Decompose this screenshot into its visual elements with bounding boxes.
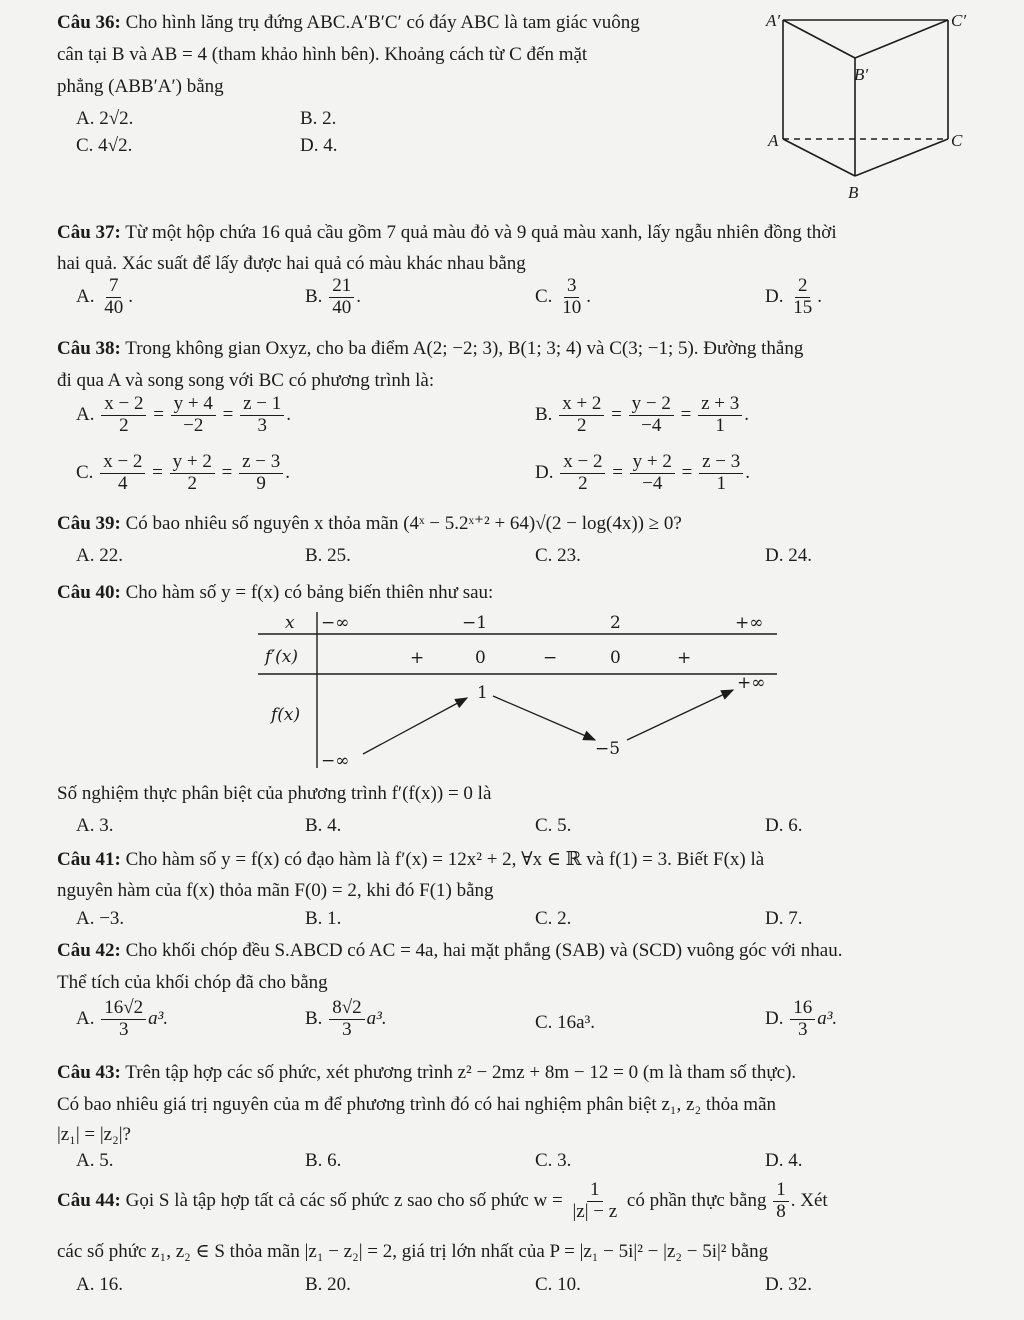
- q44-mid: có phần thực bằng: [626, 1189, 767, 1211]
- opt-prefix: A.: [76, 403, 95, 425]
- numerator: 3: [564, 276, 580, 298]
- q41-option-c[interactable]: C. 2.: [535, 908, 572, 929]
- unit: a³.: [817, 1007, 838, 1029]
- opt-prefix: A.: [76, 1007, 95, 1029]
- q41-line1: [57, 848, 764, 871]
- q43-option-d[interactable]: D. 4.: [765, 1150, 803, 1171]
- denominator: 2: [187, 472, 197, 494]
- f-val-neg-inf: −∞: [321, 751, 350, 771]
- denominator: 1: [715, 414, 725, 436]
- q43-label: Câu 43:: [57, 1062, 121, 1083]
- q38-option-b[interactable]: B. $\frac{x + 2}{2}$ = $\frac{y - 2}{-4}$ = $\frac{z + 3}{1}$ .: [535, 393, 749, 436]
- q40-option-b[interactable]: B. 4.: [305, 815, 342, 836]
- denominator: 3: [257, 414, 267, 436]
- numerator: 8√2: [329, 998, 364, 1020]
- numerator: 21: [329, 276, 354, 298]
- sign-plus-2: +: [677, 648, 692, 668]
- q36-line3: phẳng (ABB′A′) bằng: [57, 76, 224, 97]
- numerator: z − 3: [239, 452, 283, 474]
- denominator: 8: [776, 1200, 786, 1222]
- denominator: 10: [562, 296, 582, 318]
- q44-label: Câu 44:: [57, 1189, 121, 1211]
- q38-line1: [57, 338, 803, 360]
- q40-text1: Cho hàm số y = f(x) có bảng biến thiên như sau:: [125, 582, 494, 603]
- q43-option-a[interactable]: A. 5.: [76, 1150, 114, 1171]
- q44-option-a[interactable]: A. 16.: [76, 1274, 123, 1295]
- opt-prefix: D.: [765, 1007, 784, 1029]
- q44-line1: [57, 1180, 828, 1223]
- q36-option-b[interactable]: B. 2.: [300, 108, 337, 129]
- q37-label: Câu 37:: [57, 222, 121, 243]
- denominator: 3: [797, 1018, 808, 1040]
- q36-option-d[interactable]: D. 4.: [300, 135, 338, 156]
- q43-option-b[interactable]: B. 6.: [305, 1150, 342, 1171]
- q39-option-c[interactable]: C. 23.: [535, 545, 581, 566]
- q44-option-d[interactable]: D. 32.: [765, 1274, 812, 1295]
- denominator: 3: [342, 1018, 352, 1040]
- numerator: z − 1: [240, 394, 284, 416]
- q43-text1: Trên tập hợp các số phức, xét phương trình z² − 2mz + 8m − 12 = 0 (m là tham số thực).: [125, 1062, 797, 1083]
- opt-prefix: C.: [76, 461, 94, 483]
- table-x-header: x: [285, 613, 295, 633]
- arrow-increase-1: [363, 698, 467, 754]
- q43-line2: Có bao nhiêu giá trị nguyên của m để phương trình đó có hai nghiệm phân biệt z₁, z₂ thỏa mãn: [57, 1094, 777, 1115]
- q40-label: Câu 40:: [57, 582, 121, 603]
- numerator: x − 2: [100, 452, 145, 474]
- q43-line1: [57, 1062, 796, 1084]
- numerator: x − 2: [560, 452, 605, 474]
- variation-table: [255, 608, 785, 773]
- q38-label: Câu 38:: [57, 338, 121, 359]
- q40-option-c[interactable]: C. 5.: [535, 815, 572, 836]
- sign-zero-1: 0: [475, 648, 486, 668]
- q36-option-a[interactable]: A. 2√2.: [76, 108, 134, 129]
- denominator: 40: [332, 296, 352, 318]
- q41-label: Câu 41:: [57, 849, 121, 870]
- q42-text1: Cho khối chóp đều S.ABCD có AC = 4a, hai mặt phẳng (SAB) và (SCD) vuông góc với nhau.: [125, 940, 843, 961]
- arrow-increase-2: [627, 690, 733, 740]
- denominator: 4: [118, 472, 128, 494]
- q39-option-a[interactable]: A. 22.: [76, 545, 123, 566]
- w-fraction: [569, 1180, 620, 1223]
- denominator: 40: [104, 296, 124, 318]
- q41-option-b[interactable]: B. 1.: [305, 908, 342, 929]
- arrow-decrease: [493, 696, 595, 740]
- q36-line2: cân tại B và AB = 4 (tham khảo hình bên). Khoảng cách từ C đến mặt: [57, 44, 588, 65]
- x-val-2: 2: [610, 613, 621, 633]
- denominator: 2: [577, 414, 587, 436]
- q44-pre: Gọi S là tập hợp tất cả các số phức z sao cho số phức w =: [125, 1189, 563, 1211]
- q43-option-c[interactable]: C. 3.: [535, 1150, 572, 1171]
- x-val-neg-inf: −∞: [321, 613, 350, 633]
- f-val-pos-inf: +∞: [737, 673, 766, 693]
- q38-option-a[interactable]: A. $\frac{x - 2}{2}$ = $\frac{y + 4}{-2}$ = $\frac{z - 1}{3}$ .: [76, 393, 292, 436]
- x-val-neg1: −1: [462, 613, 488, 633]
- q37-option-d[interactable]: D. $\frac{2}{15}$ .: [765, 275, 822, 318]
- numerator: y + 2: [170, 452, 215, 474]
- q40-line2: Số nghiệm thực phân biệt của phương trình f′(f(x)) = 0 là: [57, 783, 492, 804]
- table-f-header: f(x): [271, 705, 301, 725]
- q41-line2: nguyên hàm của f(x) thỏa mãn F(0) = 2, khi đó F(1) bằng: [57, 880, 494, 901]
- denominator: 1: [716, 472, 726, 494]
- table-fprime-header: f′(x): [265, 647, 299, 667]
- numerator: y + 4: [171, 394, 216, 416]
- q44-option-b[interactable]: B. 20.: [305, 1274, 351, 1295]
- denominator: 2: [578, 472, 588, 494]
- numerator: y + 2: [630, 452, 675, 474]
- denominator: |z| − z: [572, 1200, 618, 1222]
- q37-line1: [57, 222, 837, 244]
- q36-line1: [57, 12, 640, 34]
- fig-label-a1: A′: [766, 11, 781, 30]
- q37-option-c[interactable]: C. $\frac{3}{10}$ .: [535, 275, 591, 318]
- denominator: 2: [119, 414, 129, 436]
- q41-text1: Cho hàm số y = f(x) có đạo hàm là f′(x) = 12x² + 2, ∀x ∈ ℝ và f(1) = 3. Biết F(x) là: [125, 849, 765, 870]
- fraction: [101, 276, 126, 319]
- q40-option-a[interactable]: A. 3.: [76, 815, 114, 836]
- unit: a³.: [148, 1007, 169, 1029]
- numerator: x + 2: [559, 394, 604, 416]
- sign-plus-1: +: [410, 648, 425, 668]
- numerator: 1: [773, 1180, 789, 1202]
- sign-minus: −: [543, 648, 558, 668]
- numerator: z + 3: [698, 394, 742, 416]
- q37-text1: Từ một hộp chứa 16 quả cầu gồm 7 quả màu đỏ và 9 quả màu xanh, lấy ngẫu nhiên đồng thời: [125, 222, 837, 243]
- denominator: −4: [642, 472, 663, 494]
- numerator: 16: [790, 998, 815, 1020]
- q44-post: . Xét: [790, 1189, 828, 1211]
- fraction: [790, 276, 815, 319]
- q38-line2: đi qua A và song song với BC có phương trình là:: [57, 370, 435, 391]
- numerator: 2: [795, 276, 811, 298]
- opt-prefix: B.: [305, 1007, 323, 1029]
- unit: a³.: [366, 1007, 387, 1029]
- q44-line2: các số phức z₁, z₂ ∈ S thỏa mãn |z₁ − z₂| = 2, giá trị lớn nhất của P = |z₁ − 5i|² − |z₂ − 5i|² bằng: [57, 1241, 769, 1262]
- q40-line1: [57, 582, 493, 604]
- f-val-max: 1: [477, 683, 488, 703]
- q39-line1: [57, 512, 682, 535]
- opt-prefix: A.: [76, 285, 95, 307]
- numerator: x − 2: [101, 394, 146, 416]
- q39-option-d[interactable]: D. 24.: [765, 545, 812, 566]
- opt-prefix: B.: [305, 285, 323, 307]
- q42-line2: Thể tích của khối chóp đã cho bằng: [57, 972, 328, 993]
- fig-label-b: B: [848, 183, 859, 202]
- denominator: 9: [256, 472, 266, 494]
- q42-option-a[interactable]: [76, 998, 168, 1041]
- x-val-pos-inf: +∞: [735, 613, 764, 633]
- numerator: 1: [587, 1180, 603, 1202]
- numerator: 16√2: [101, 998, 146, 1020]
- q37-line2: hai quả. Xác suất để lấy được hai quả có màu khác nhau bằng: [57, 253, 526, 274]
- q38-option-d[interactable]: D. $\frac{x - 2}{2}$ = $\frac{y + 2}{-4}$ = $\frac{z - 3}{1}$ .: [535, 451, 751, 494]
- q37-option-a[interactable]: A. $\frac{7}{40}$ .: [76, 275, 133, 318]
- denominator: −2: [183, 414, 204, 436]
- q41-option-a[interactable]: A. −3.: [76, 908, 125, 929]
- opt-prefix: B.: [535, 403, 553, 425]
- q36-text1: Cho hình lăng trụ đứng ABC.A′B′C′ có đáy ABC là tam giác vuông: [125, 12, 640, 33]
- q38-option-c[interactable]: C. $\frac{x - 2}{4}$ = $\frac{y + 2}{2}$ = $\frac{z - 3}{9}$ .: [76, 451, 290, 494]
- sign-zero-2: 0: [610, 648, 621, 668]
- f-val-min: −5: [595, 739, 621, 759]
- q41-option-d[interactable]: D. 7.: [765, 908, 803, 929]
- half-fraction: [773, 1180, 789, 1223]
- q39-label: Câu 39:: [57, 513, 121, 534]
- denominator: −4: [641, 414, 662, 436]
- q44-option-c[interactable]: C. 10.: [535, 1274, 581, 1295]
- q42-option-c[interactable]: C. 16a³.: [535, 1012, 596, 1033]
- denominator: 15: [793, 296, 813, 318]
- fraction: [329, 276, 354, 319]
- q42-option-b[interactable]: [305, 998, 387, 1041]
- fig-label-b1: B′: [854, 65, 869, 84]
- denominator: 3: [118, 1018, 129, 1040]
- q37-option-b[interactable]: B. $\frac{21}{40}$ .: [305, 275, 361, 318]
- q39-option-b[interactable]: B. 25.: [305, 545, 351, 566]
- opt-prefix: D.: [765, 285, 784, 307]
- q42-line1: [57, 940, 842, 962]
- q36-option-c[interactable]: C. 4√2.: [76, 135, 133, 156]
- q38-text1: Trong không gian Oxyz, cho ba điểm A(2; −2; 3), B(1; 3; 4) và C(3; −1; 5). Đường thẳng: [125, 338, 804, 359]
- fig-label-a: A: [768, 131, 779, 150]
- fig-label-c: C: [951, 131, 963, 150]
- q42-label: Câu 42:: [57, 940, 121, 961]
- fig-label-c1: C′: [951, 11, 967, 30]
- q43-line3: |z₁| = |z₂|?: [57, 1124, 131, 1145]
- numerator: 7: [106, 276, 122, 298]
- q39-text1: Có bao nhiêu số nguyên x thỏa mãn (4ˣ − 5.2ˣ⁺² + 64)√(2 − log(4x)) ≥ 0?: [125, 513, 682, 534]
- opt-prefix: D.: [535, 461, 554, 483]
- q40-option-d[interactable]: D. 6.: [765, 815, 803, 836]
- opt-prefix: C.: [535, 285, 553, 307]
- numerator: y − 2: [629, 394, 674, 416]
- q42-option-d[interactable]: [765, 998, 837, 1041]
- q36-label: Câu 36:: [57, 12, 121, 33]
- prism-figure: [758, 6, 988, 206]
- numerator: z − 3: [699, 452, 743, 474]
- fraction: [559, 276, 584, 319]
